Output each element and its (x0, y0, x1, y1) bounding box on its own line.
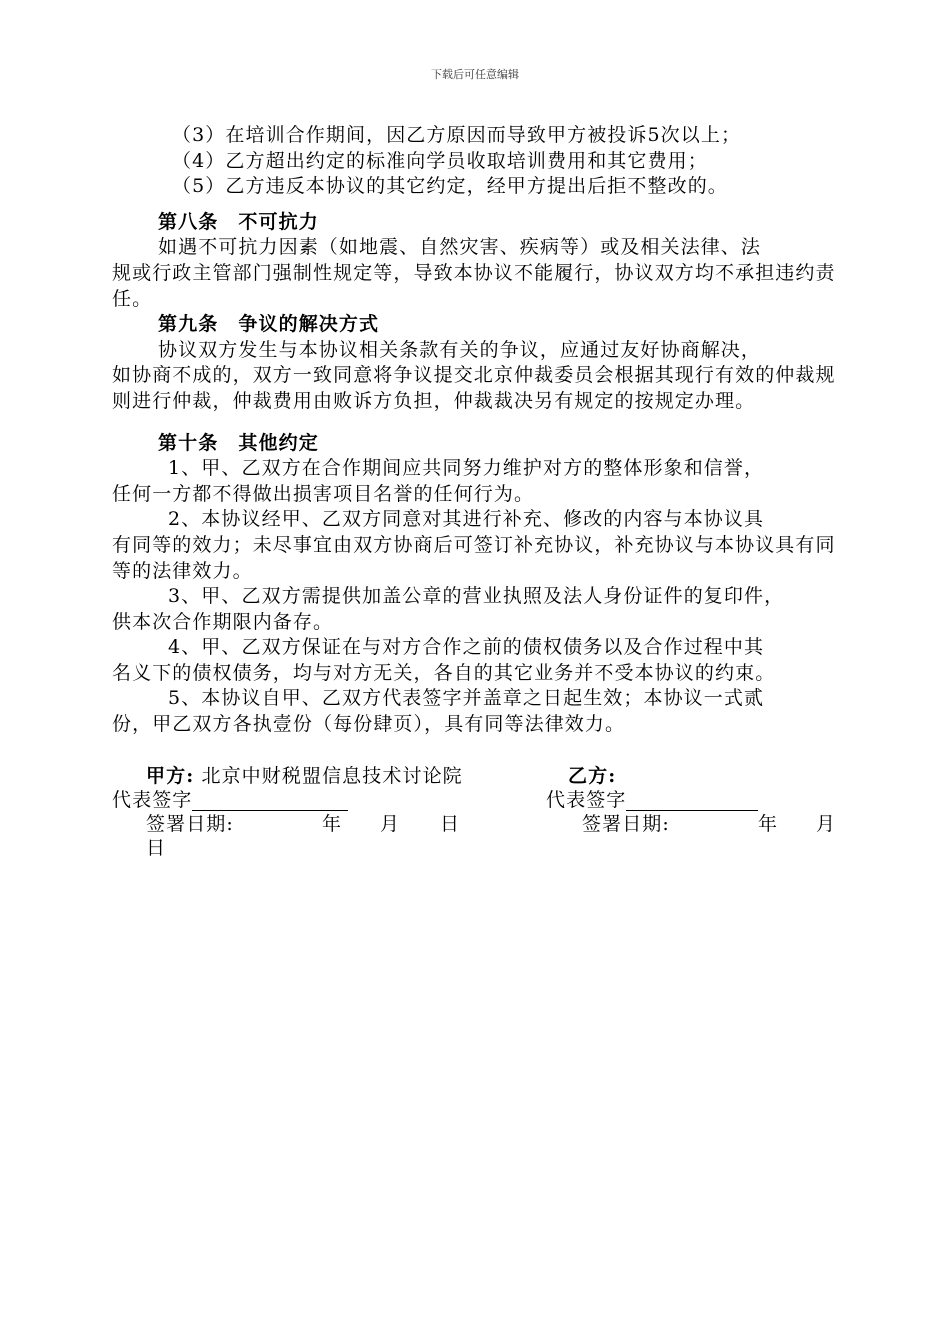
article-9-title: 第九条 争议的解决方式 (158, 313, 380, 336)
party-a-day: 日 (440, 812, 461, 835)
list-item: （3）在培训合作期间，因乙方原因而导致甲方被投诉5次以上； (172, 124, 742, 146)
article-8-title: 第八条 不可抗力 (158, 210, 319, 233)
clause-3-body: 供本次合作期限内备存。 (112, 610, 334, 633)
party-b-rep (546, 788, 626, 814)
party-b-year: 年 (758, 812, 779, 835)
party-a-rep (112, 788, 192, 814)
party-a (146, 764, 463, 790)
article-8-body: 规或行政主管部门强制性规定等，导致本协议不能履行，协议双方均不承担违约责任。 (112, 261, 836, 310)
party-a-date-label: 签署日期: (146, 812, 234, 835)
signature-line (626, 788, 758, 811)
clause-5-line1: 5、本协议自甲、乙双方代表签字并盖章之日起生效；本协议一式贰 (168, 687, 765, 710)
clause-3-line1: 3、甲、乙双方需提供加盖公章的营业执照及法人身份证件的复印件， (168, 585, 785, 608)
clause-1-line1: 1、甲、乙双方在合作期间应共同努力维护对方的整体形象和信誉， (168, 457, 765, 480)
article-10-title: 第十条 其他约定 (158, 431, 319, 454)
signature-block (112, 764, 842, 864)
article-9-line1: 协议双方发生与本协议相关条款有关的争议，应通过友好协商解决， (158, 338, 762, 361)
party-b-date-label: 签署日期: (582, 812, 670, 835)
rep-label: 代表签字 (112, 788, 193, 811)
clause-4-body: 名义下的债权债务，均与对方无关，各自的其它业务并不受本协议的约束。 (112, 661, 776, 684)
party-b-label: 乙方: (568, 764, 617, 787)
clause-5-body: 份，甲乙双方各执壹份（每份肆页），具有同等法律效力。 (112, 713, 626, 736)
contract-body (112, 123, 842, 864)
rep-label: 代表签字 (546, 788, 627, 811)
article-8-line1: 如遇不可抗力因素（如地震、自然灾害、疾病等）或及相关法律、法 (158, 236, 762, 259)
party-b-month: 月 (816, 812, 837, 835)
list-item: （5）乙方违反本协议的其它约定，经甲方提出后拒不整改的。 (172, 175, 728, 198)
party-a-year: 年 (322, 812, 343, 835)
clause-2-body: 有同等的效力；未尽事宜由双方协商后可签订补充协议，补充协议与本协议具有同等的法律效力。 (112, 533, 836, 582)
article-9-body: 如协商不成的，双方一致同意将争议提交北京仲裁委员会根据其现行有效的仲裁规则进行仲裁，仲裁费用由败诉方负担，仲裁裁决另有规定的按规定办理。 (112, 364, 836, 412)
party-a-name: 北京中财税盟信息技术讨论院 (201, 764, 463, 787)
clause-4-line1: 4、甲、乙双方保证在与对方合作之前的债权债务以及合作过程中其 (168, 636, 765, 659)
clause-2-line1: 2、本协议经甲、乙双方同意对其进行补充、修改的内容与本协议具 (168, 508, 765, 531)
party-b-day: 日 (146, 836, 167, 859)
page-header: 下载后可任意编辑 (431, 68, 519, 81)
party-a-label: 甲方: (146, 764, 195, 787)
party-a-month: 月 (380, 812, 401, 835)
list-item: （4）乙方超出约定的标准向学员收取培训费用和其它费用； (172, 149, 708, 172)
signature-line (192, 788, 348, 811)
clause-1-body: 任何一方都不得做出损害项目名誉的任何行为。 (112, 482, 535, 505)
